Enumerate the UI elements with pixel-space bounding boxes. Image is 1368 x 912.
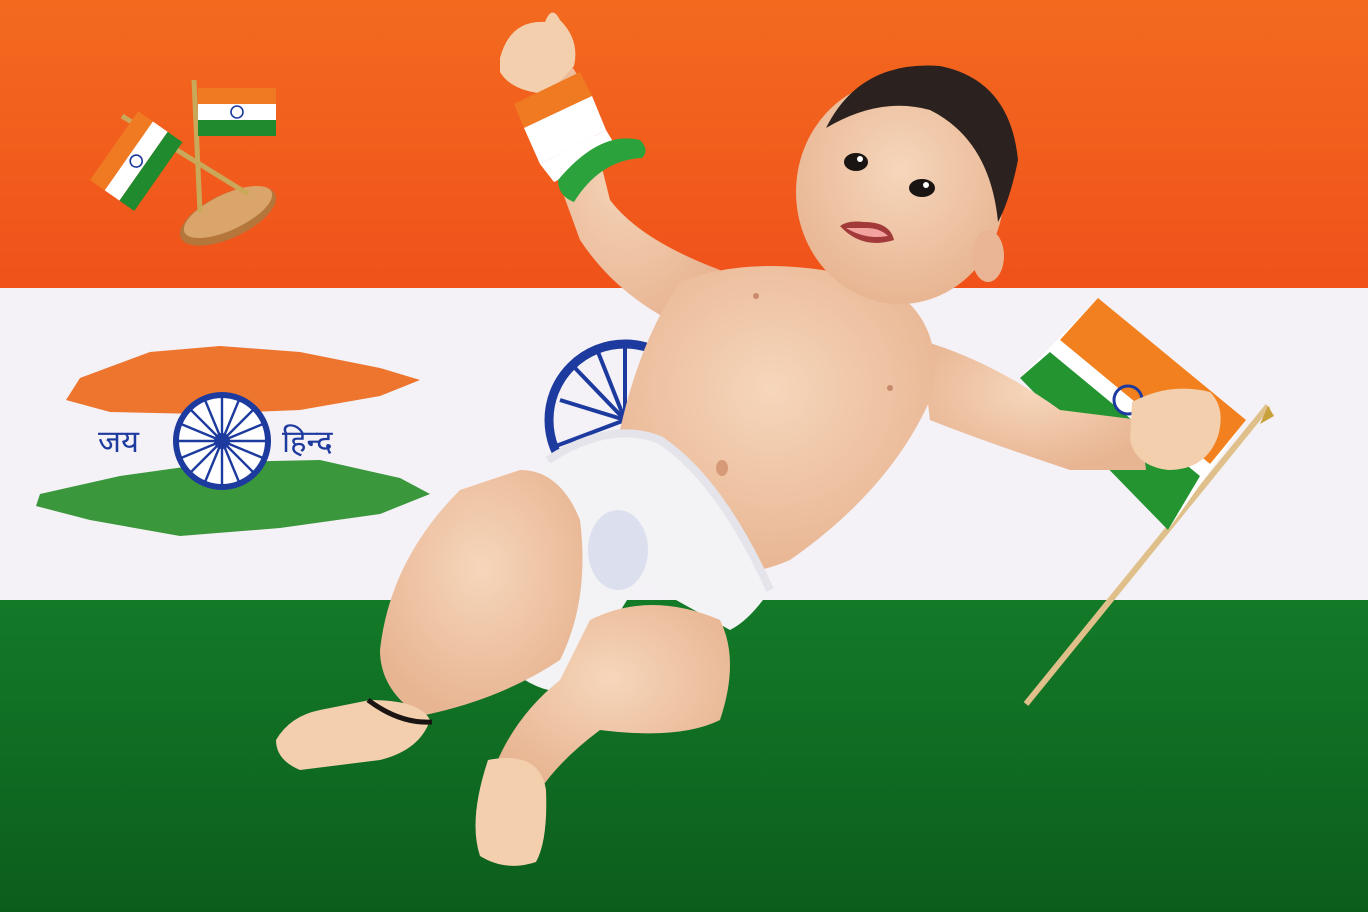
jai-hind-left-word: जय <box>98 424 139 460</box>
jai-hind-right-word: हिन्द <box>282 424 333 460</box>
saffron-band <box>0 0 1368 296</box>
jai-hind-text <box>96 412 386 472</box>
